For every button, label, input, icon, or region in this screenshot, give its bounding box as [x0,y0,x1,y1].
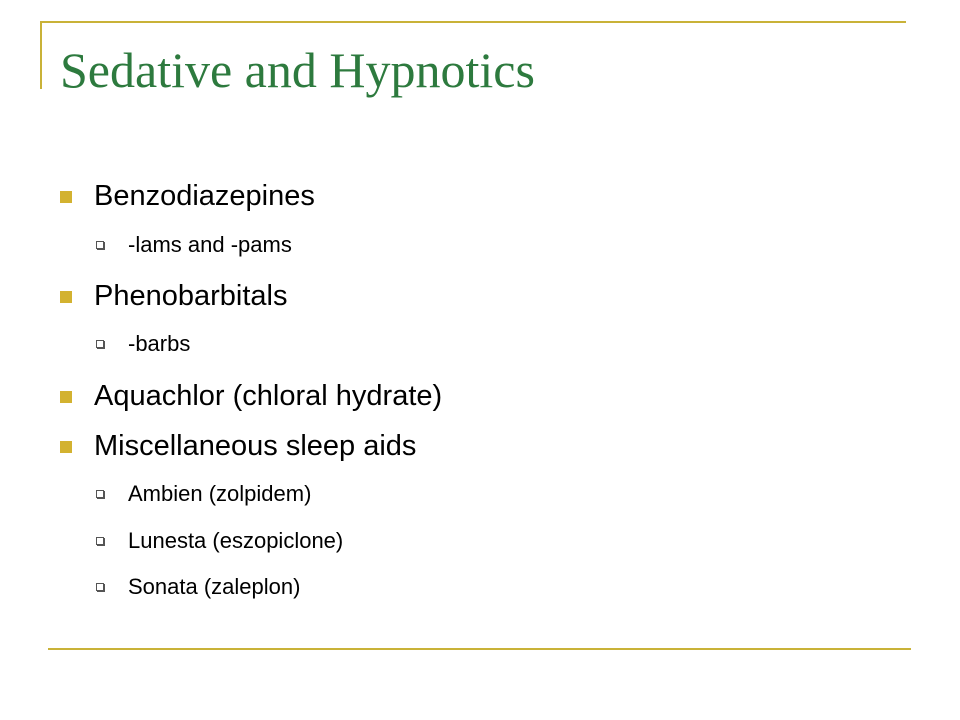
sub-bullet-text: -barbs [128,331,191,356]
bullet-text: Aquachlor (chloral hydrate) [94,380,443,412]
bottom-rule [48,648,911,650]
hollow-square-bullet-icon [96,490,104,498]
hollow-square-bullet-icon [96,241,104,249]
square-bullet-icon [60,291,72,303]
bullet-text: Benzodiazepines [94,180,315,212]
hollow-square-bullet-icon [96,340,104,348]
sub-bullet-text: Sonata (zaleplon) [128,574,301,599]
slide-title: Sedative and Hypnotics [60,42,535,98]
sub-bullet-text: Lunesta (eszopiclone) [128,528,344,553]
sub-bullet-text: -lams and -pams [128,232,292,257]
square-bullet-icon [60,191,72,203]
square-bullet-icon [60,391,72,403]
square-bullet-icon [60,441,72,453]
sub-bullet-text: Ambien (zolpidem) [128,481,312,506]
hollow-square-bullet-icon [96,583,104,591]
bullet-text: Miscellaneous sleep aids [94,430,417,462]
bullet-text: Phenobarbitals [94,280,288,312]
hollow-square-bullet-icon [96,537,104,545]
